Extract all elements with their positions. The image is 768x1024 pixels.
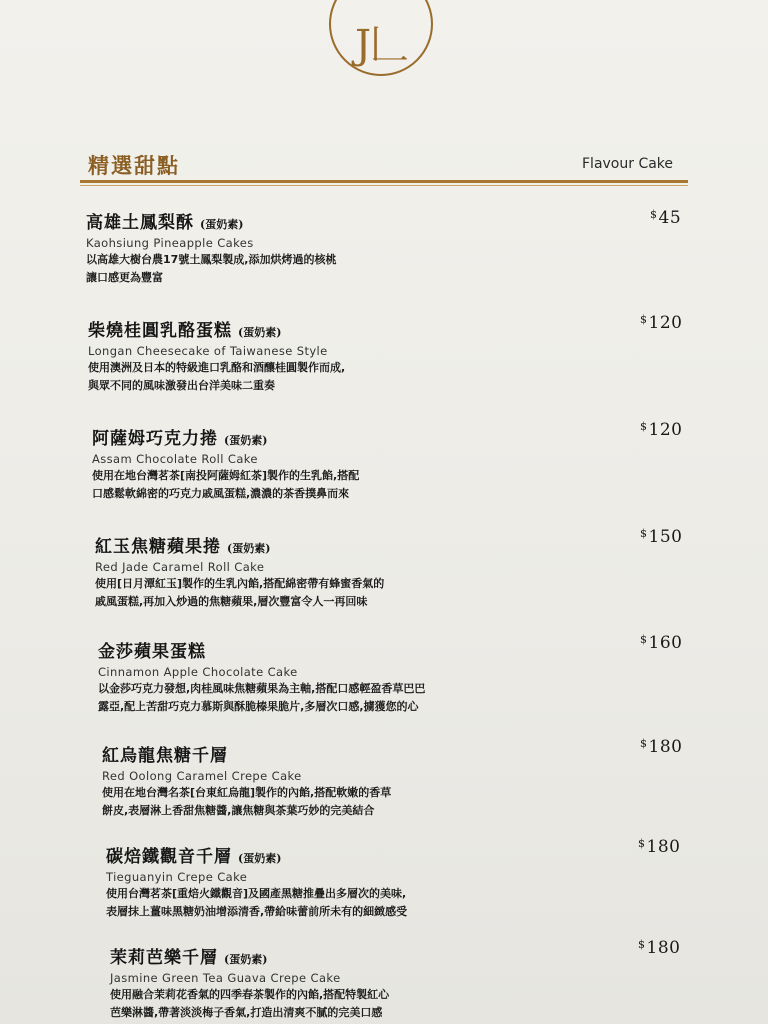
- price-value: 120: [648, 420, 683, 440]
- item-price: [638, 938, 680, 958]
- item-description-line: 口感鬆軟綿密的巧克力戚風蛋糕,濃濃的茶香撲鼻而來: [92, 487, 350, 500]
- item-description-line: 以高雄大樹台農17號土鳳梨製成,添加烘烤過的核桃: [86, 253, 337, 266]
- menu-item-pineapple-cake: [86, 208, 686, 286]
- menu-item-cinnamon-apple: [98, 637, 698, 715]
- section-title: 精選甜點: [88, 153, 180, 178]
- item-name-row: [102, 741, 702, 766]
- item-description-line: 使用台灣茗茶[重焙火鐵觀音]及國產黑糖推疊出多層次的美味,: [106, 887, 407, 900]
- item-description-line: 餅皮,表層淋上香甜焦糖醬,讓焦糖與茶葉巧妙的完美結合: [102, 804, 375, 817]
- item-price: [640, 633, 682, 653]
- currency-symbol: $: [640, 633, 648, 646]
- item-diet-tag: (蛋奶素): [200, 218, 244, 231]
- item-name: 碳焙鐵觀音千層: [106, 847, 232, 867]
- item-description-line: 露亞,配上苦甜巧克力慕斯與酥脆榛果脆片,多層次口感,擄獲您的心: [98, 700, 419, 713]
- item-description-line: 與眾不同的風味激發出台洋美味二重奏: [88, 379, 275, 392]
- item-english-name: Kaohsiung Pineapple Cakes: [86, 236, 254, 250]
- logo-seal-icon: J𠃊: [354, 21, 408, 68]
- price-value: 180: [646, 938, 681, 958]
- item-description-line: 表層抹上薑味黑糖奶油增添清香,帶給味蕾前所未有的細緻感受: [106, 905, 408, 918]
- menu-item-tieguanyin-crepe: [106, 842, 706, 920]
- item-diet-tag: (蛋奶素): [224, 434, 268, 447]
- menu-item-longan-cheesecake: [88, 316, 688, 394]
- item-description-line: 戚風蛋糕,再加入炒過的焦糖蘋果,層次豐富令人一再回味: [95, 595, 368, 608]
- currency-symbol: $: [640, 527, 648, 540]
- item-price: [640, 420, 682, 440]
- item-diet-tag: (蛋奶素): [238, 326, 282, 339]
- item-description-line: 使用在地台灣名茶[台東紅烏龍]製作的內餡,搭配軟嫩的香草: [102, 786, 392, 799]
- price-value: 160: [648, 633, 683, 653]
- item-english-name: Assam Chocolate Roll Cake: [92, 452, 258, 466]
- price-value: 120: [648, 313, 683, 333]
- currency-symbol: $: [650, 208, 658, 221]
- item-name: 紅玉焦糖蘋果捲: [95, 537, 221, 557]
- section-subtitle: Flavour Cake: [582, 156, 674, 172]
- item-name-row: [110, 943, 710, 968]
- item-name-row: [92, 424, 692, 449]
- currency-symbol: $: [640, 420, 648, 433]
- currency-symbol: $: [640, 737, 648, 750]
- item-name-row: [95, 532, 695, 557]
- item-name-row: [88, 316, 688, 341]
- item-english-name: Red Oolong Caramel Crepe Cake: [102, 769, 302, 783]
- item-name-row: [106, 842, 706, 867]
- menu-item-red-jade-roll: [95, 532, 695, 610]
- item-description-line: 使用澳洲及日本的特級進口乳酪和酒釀桂圓製作而成,: [88, 361, 346, 374]
- item-description-line: 以金莎巧克力發想,肉桂風味焦糖蘋果為主軸,搭配口感輕盈香草巴巴: [98, 682, 426, 695]
- item-diet-tag: (蛋奶素): [227, 542, 271, 555]
- item-description-line: 使用融合茉莉花香氣的四季春茶製作的內餡,搭配特製紅心: [110, 988, 390, 1001]
- item-name-row: [86, 208, 686, 233]
- price-value: 180: [646, 837, 681, 857]
- item-english-name: Cinnamon Apple Chocolate Cake: [98, 665, 298, 679]
- item-diet-tag: (蛋奶素): [224, 953, 268, 966]
- item-description-line: 使用在地台灣茗茶[南投阿薩姆紅茶]製作的生乳餡,搭配: [92, 469, 360, 482]
- price-value: 180: [648, 737, 683, 757]
- item-english-name: Jasmine Green Tea Guava Crepe Cake: [110, 971, 341, 985]
- item-english-name: Tieguanyin Crepe Cake: [106, 870, 248, 884]
- price-value: 150: [648, 527, 683, 547]
- item-english-name: Red Jade Caramel Roll Cake: [95, 560, 265, 574]
- currency-symbol: $: [638, 837, 646, 850]
- menu-item-assam-roll: [92, 424, 692, 502]
- currency-symbol: $: [638, 938, 646, 951]
- item-price: [638, 837, 680, 857]
- item-price: [640, 527, 682, 547]
- item-name-row: [98, 637, 698, 662]
- item-name: 柴燒桂圓乳酪蛋糕: [88, 321, 232, 341]
- item-name: 高雄土鳳梨酥: [86, 213, 194, 233]
- price-value: 45: [658, 208, 682, 228]
- item-name: 紅烏龍焦糖千層: [102, 746, 228, 766]
- item-description-line: 使用[日月潭紅玉]製作的生乳內餡,搭配綿密帶有蜂蜜香氣的: [95, 577, 385, 590]
- item-price: [650, 208, 681, 228]
- item-name: 金莎蘋果蛋糕: [98, 642, 206, 662]
- item-description-line: 讓口感更為豐富: [86, 271, 163, 284]
- item-diet-tag: (蛋奶素): [238, 852, 282, 865]
- item-name: 阿薩姆巧克力捲: [92, 429, 218, 449]
- currency-symbol: $: [640, 313, 648, 326]
- item-price: [640, 313, 682, 333]
- item-description-line: 芭樂淋醬,帶著淡淡梅子香氣,打造出清爽不膩的完美口感: [110, 1006, 383, 1019]
- item-name: 茉莉芭樂千層: [110, 948, 218, 968]
- item-english-name: Longan Cheesecake of Taiwanese Style: [88, 344, 328, 358]
- item-price: [640, 737, 682, 757]
- menu-item-red-oolong-crepe: [102, 741, 702, 819]
- menu-item-jasmine-guava-crepe: [110, 943, 710, 1021]
